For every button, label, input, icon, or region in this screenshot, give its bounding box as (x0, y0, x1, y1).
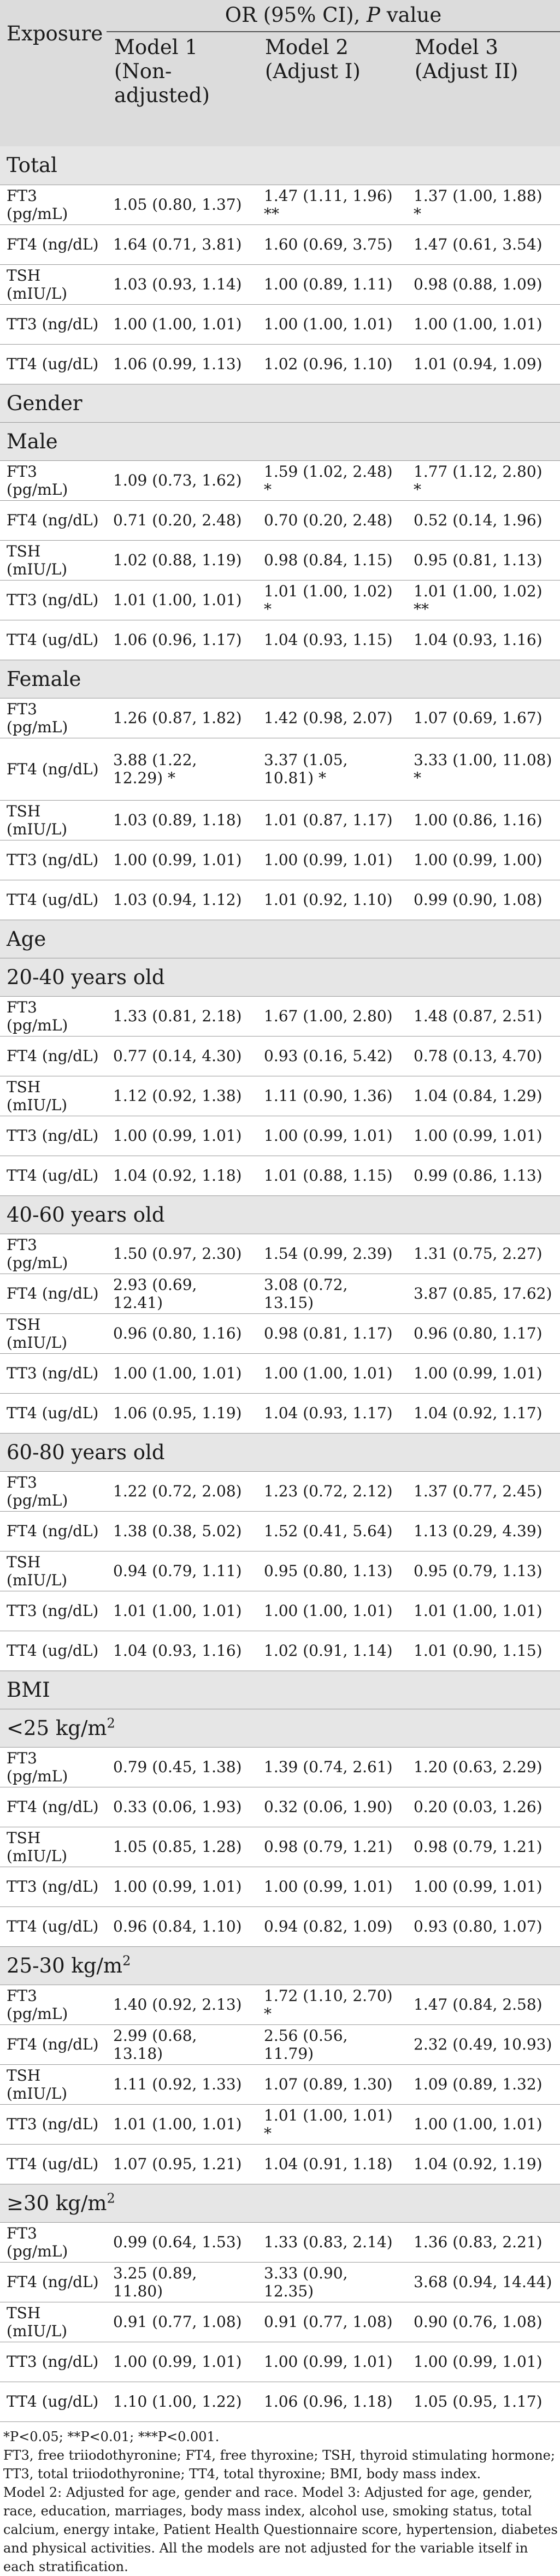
model-2-cell: 1.00 (1.00, 1.01) (257, 1353, 407, 1393)
model-1-cell: 3.25 (0.89, 11.80) (107, 2262, 257, 2302)
model-3-cell: 2.32 (0.49, 10.93) (407, 2024, 560, 2064)
model-3-cell: 1.01 (1.00, 1.02) ** (407, 580, 560, 620)
model-3-cell: 0.93 (0.80, 1.07) (407, 1906, 560, 1946)
section-label-superscript: 2 (107, 1715, 115, 1731)
row-label-cell: FT3 (pg/mL) (0, 698, 107, 738)
table-row (0, 580, 560, 620)
model-3-cell: 0.96 (0.80, 1.17) (407, 1313, 560, 1353)
row-label-cell: TSH (mIU/L) (0, 540, 107, 580)
table-row (0, 224, 560, 264)
table-row (0, 1747, 560, 1787)
model-1-cell: 0.79 (0.45, 1.38) (107, 1747, 257, 1787)
section-label-text: <25 kg/m (7, 1716, 107, 1740)
section-label-text: 20-40 years old (7, 965, 165, 989)
footnotes (0, 2422, 560, 2576)
row-label-cell: FT4 (ng/dL) (0, 1511, 107, 1551)
model-2-cell: 3.33 (0.90, 12.35) (257, 2262, 407, 2302)
section-label-text: Female (7, 667, 81, 691)
row-label-cell: TT3 (ng/dL) (0, 840, 107, 880)
model-2-cell: 1.47 (1.11, 1.96) ** (257, 185, 407, 224)
model-3-cell: 1.00 (1.00, 1.01) (407, 2104, 560, 2144)
model-2-cell: 0.98 (0.81, 1.17) (257, 1313, 407, 1353)
table-row (0, 800, 560, 840)
model-3-cell: 1.31 (0.75, 2.27) (407, 1234, 560, 1274)
row-label-cell: FT4 (ng/dL) (0, 1787, 107, 1827)
model-3-cell: 1.48 (0.87, 2.51) (407, 996, 560, 1036)
section-label (0, 2184, 560, 2222)
model-2-cell: 1.04 (0.93, 1.15) (257, 620, 407, 660)
model-2-cell: 0.98 (0.79, 1.21) (257, 1827, 407, 1867)
section-row (0, 1671, 560, 1709)
row-label-cell: TT3 (ng/dL) (0, 304, 107, 344)
model-1-cell: 1.10 (1.00, 1.22) (107, 2382, 257, 2421)
model-2-cell: 1.01 (1.00, 1.02) * (257, 580, 407, 620)
model-2-cell: 1.60 (0.69, 3.75) (257, 224, 407, 264)
or-header-prefix: OR (95% CI), (225, 3, 367, 27)
table-row (0, 1551, 560, 1591)
model-1-cell: 1.33 (0.81, 2.18) (107, 996, 257, 1036)
model-3-cell: 3.87 (0.85, 17.62) (407, 1274, 560, 1313)
table-row (0, 880, 560, 920)
model-2-cell: 1.01 (0.87, 1.17) (257, 800, 407, 840)
model-2-cell: 1.01 (1.00, 1.01) * (257, 2104, 407, 2144)
model-1-cell: 0.96 (0.84, 1.10) (107, 1906, 257, 1946)
model-1-cell: 1.03 (0.89, 1.18) (107, 800, 257, 840)
model-1-cell: 1.09 (0.73, 1.62) (107, 460, 257, 500)
row-label-cell: TT4 (ug/dL) (0, 1631, 107, 1671)
section-label (0, 1433, 560, 1471)
or-header (107, 0, 560, 32)
model-1-cell: 1.11 (0.92, 1.33) (107, 2064, 257, 2104)
row-label-cell: TT3 (ng/dL) (0, 1591, 107, 1631)
model-2-header: Model 2 (Adjust I) (257, 32, 407, 146)
table-row (0, 620, 560, 660)
section-label (0, 660, 560, 698)
section-row (0, 422, 560, 460)
model-2-cell: 1.00 (1.00, 1.01) (257, 1591, 407, 1631)
section-label (0, 920, 560, 958)
model-1-cell: 1.06 (0.99, 1.13) (107, 344, 257, 384)
model-3-cell: 1.04 (0.92, 1.19) (407, 2144, 560, 2184)
model-2-cell: 1.72 (1.10, 2.70) * (257, 1985, 407, 2024)
model-2-cell: 3.37 (1.05, 10.81) * (257, 738, 407, 800)
row-label-cell: TT4 (ug/dL) (0, 1906, 107, 1946)
table-row (0, 1471, 560, 1511)
model-3-cell: 1.04 (0.92, 1.17) (407, 1393, 560, 1433)
model-2-cell: 1.00 (0.99, 1.01) (257, 1867, 407, 1906)
row-label-cell: FT4 (ng/dL) (0, 2262, 107, 2302)
model-2-cell: 0.94 (0.82, 1.09) (257, 1906, 407, 1946)
model-3-cell: 1.00 (0.99, 1.00) (407, 840, 560, 880)
section-label (0, 384, 560, 422)
model-3-cell: 1.13 (0.29, 4.39) (407, 1511, 560, 1551)
model-1-cell: 0.33 (0.06, 1.93) (107, 1787, 257, 1827)
model-3-cell: 1.00 (0.99, 1.01) (407, 1116, 560, 1156)
section-row (0, 1433, 560, 1471)
model-2-cell: 1.00 (1.00, 1.01) (257, 304, 407, 344)
table-row (0, 1156, 560, 1195)
table-row (0, 304, 560, 344)
row-label-cell: FT3 (pg/mL) (0, 996, 107, 1036)
section-row (0, 2184, 560, 2222)
section-label-text: Male (7, 429, 58, 453)
row-label-cell: TT4 (ug/dL) (0, 1393, 107, 1433)
model-1-cell: 0.94 (0.79, 1.11) (107, 1551, 257, 1591)
table-row (0, 264, 560, 304)
row-label-cell: FT3 (pg/mL) (0, 1234, 107, 1274)
row-label-cell: TT4 (ug/dL) (0, 2144, 107, 2184)
model-1-cell: 0.96 (0.80, 1.16) (107, 1313, 257, 1353)
model-3-cell: 1.47 (0.84, 2.58) (407, 1985, 560, 2024)
model-3-cell: 0.95 (0.81, 1.13) (407, 540, 560, 580)
section-label-superscript: 2 (107, 2190, 115, 2206)
table-row (0, 1353, 560, 1393)
model-1-cell: 1.40 (0.92, 2.13) (107, 1985, 257, 2024)
model-2-cell: 3.08 (0.72, 13.15) (257, 1274, 407, 1313)
model-1-cell: 1.00 (1.00, 1.01) (107, 1353, 257, 1393)
row-label-cell: FT3 (pg/mL) (0, 185, 107, 224)
section-label (0, 422, 560, 460)
model-1-cell: 1.06 (0.96, 1.17) (107, 620, 257, 660)
model-3-cell: 1.00 (0.99, 1.01) (407, 2342, 560, 2382)
row-label-cell: FT3 (pg/mL) (0, 2222, 107, 2262)
model-1-cell: 3.88 (1.22, 12.29) * (107, 738, 257, 800)
model-2-cell: 0.32 (0.06, 1.90) (257, 1787, 407, 1827)
model-1-cell: 1.04 (0.93, 1.16) (107, 1631, 257, 1671)
model-3-cell: 1.04 (0.84, 1.29) (407, 1076, 560, 1116)
row-label-cell: TT3 (ng/dL) (0, 2342, 107, 2382)
section-row (0, 1946, 560, 1985)
section-label-text: ≥30 kg/m (7, 2191, 107, 2215)
model-1-cell: 1.03 (0.94, 1.12) (107, 880, 257, 920)
row-label-cell: FT3 (pg/mL) (0, 1747, 107, 1787)
row-label-cell: TSH (mIU/L) (0, 264, 107, 304)
row-label-cell: TT3 (ng/dL) (0, 580, 107, 620)
model-2-cell: 1.02 (0.96, 1.10) (257, 344, 407, 384)
model-1-cell: 0.71 (0.20, 2.48) (107, 500, 257, 540)
table-row (0, 738, 560, 800)
model-3-cell: 1.37 (1.00, 1.88) * (407, 185, 560, 224)
table-row (0, 1393, 560, 1433)
table-row (0, 698, 560, 738)
model-3-cell: 1.01 (0.94, 1.09) (407, 344, 560, 384)
section-label (0, 1671, 560, 1709)
model-1-cell: 1.50 (0.97, 2.30) (107, 1234, 257, 1274)
table-row (0, 2064, 560, 2104)
model-1-cell: 1.05 (0.85, 1.28) (107, 1827, 257, 1867)
model-2-cell: 1.04 (0.93, 1.17) (257, 1393, 407, 1433)
model-2-cell: 1.00 (0.99, 1.01) (257, 2342, 407, 2382)
section-label-text: BMI (7, 1678, 50, 1702)
table-row (0, 1234, 560, 1274)
model-3-cell: 0.52 (0.14, 1.96) (407, 500, 560, 540)
row-label-cell: TT4 (ug/dL) (0, 2382, 107, 2421)
row-label-cell: TT4 (ug/dL) (0, 1156, 107, 1195)
section-label-text: Age (7, 927, 46, 951)
table-row (0, 1985, 560, 2024)
row-label-cell: FT4 (ng/dL) (0, 1274, 107, 1313)
model-1-cell: 1.00 (0.99, 1.01) (107, 1116, 257, 1156)
table-row (0, 344, 560, 384)
model-3-cell: 1.07 (0.69, 1.67) (407, 698, 560, 738)
model-3-cell: 1.77 (1.12, 2.80) * (407, 460, 560, 500)
model-3-cell: 0.99 (0.90, 1.08) (407, 880, 560, 920)
exposure-header: Exposure (0, 0, 107, 146)
model-1-cell: 1.01 (1.00, 1.01) (107, 2104, 257, 2144)
model-3-cell: 0.98 (0.88, 1.09) (407, 264, 560, 304)
model-1-cell: 1.22 (0.72, 2.08) (107, 1471, 257, 1511)
model-3-cell: 1.09 (0.89, 1.32) (407, 2064, 560, 2104)
model-2-cell: 1.11 (0.90, 1.36) (257, 1076, 407, 1116)
model-1-cell: 0.77 (0.14, 4.30) (107, 1036, 257, 1076)
model-2-cell: 0.95 (0.80, 1.13) (257, 1551, 407, 1591)
section-row (0, 660, 560, 698)
model-1-cell: 1.38 (0.38, 5.02) (107, 1511, 257, 1551)
model-3-cell: 1.01 (1.00, 1.01) (407, 1591, 560, 1631)
model-2-cell: 1.54 (0.99, 2.39) (257, 1234, 407, 1274)
section-label-superscript: 2 (122, 1953, 131, 1969)
model-2-cell: 1.01 (0.92, 1.10) (257, 880, 407, 920)
model-3-cell: 1.00 (0.99, 1.01) (407, 1867, 560, 1906)
table-row (0, 2302, 560, 2342)
model-2-cell: 1.23 (0.72, 2.12) (257, 1471, 407, 1511)
table-row (0, 1787, 560, 1827)
table-row (0, 1274, 560, 1313)
model-3-cell: 1.00 (0.86, 1.16) (407, 800, 560, 840)
row-label-cell: TT4 (ug/dL) (0, 620, 107, 660)
model-3-cell: 1.01 (0.90, 1.15) (407, 1631, 560, 1671)
model-3-cell: 0.20 (0.03, 1.26) (407, 1787, 560, 1827)
model-1-cell: 1.03 (0.93, 1.14) (107, 264, 257, 304)
table-row (0, 1867, 560, 1906)
section-label (0, 1195, 560, 1234)
or-header-suffix: value (380, 3, 442, 27)
model-2-cell: 1.01 (0.88, 1.15) (257, 1156, 407, 1195)
model-3-cell: 1.36 (0.83, 2.21) (407, 2222, 560, 2262)
model-2-cell: 2.56 (0.56, 11.79) (257, 2024, 407, 2064)
row-label-cell: TSH (mIU/L) (0, 1827, 107, 1867)
row-label-cell: FT4 (ng/dL) (0, 224, 107, 264)
model-3-cell: 3.68 (0.94, 14.44) (407, 2262, 560, 2302)
model-1-cell: 1.02 (0.88, 1.19) (107, 540, 257, 580)
model-1-cell: 1.01 (1.00, 1.01) (107, 1591, 257, 1631)
model-3-cell: 0.78 (0.13, 4.70) (407, 1036, 560, 1076)
row-label-cell: TT3 (ng/dL) (0, 1353, 107, 1393)
row-label-cell: TT3 (ng/dL) (0, 1867, 107, 1906)
table-row (0, 1036, 560, 1076)
row-label-cell: TSH (mIU/L) (0, 2302, 107, 2342)
model-2-cell: 1.07 (0.89, 1.30) (257, 2064, 407, 2104)
section-row (0, 920, 560, 958)
row-label-cell: FT3 (pg/mL) (0, 1985, 107, 2024)
section-label (0, 1709, 560, 1747)
section-label-text: 40-60 years old (7, 1203, 165, 1227)
model-2-cell: 1.39 (0.74, 2.61) (257, 1747, 407, 1787)
table-row (0, 840, 560, 880)
table-row (0, 2262, 560, 2302)
row-label-cell: TT3 (ng/dL) (0, 1116, 107, 1156)
model-3-cell: 1.47 (0.61, 3.54) (407, 224, 560, 264)
model-3-cell: 1.37 (0.77, 2.45) (407, 1471, 560, 1511)
model-1-cell: 1.26 (0.87, 1.82) (107, 698, 257, 738)
model-1-cell: 2.99 (0.68, 13.18) (107, 2024, 257, 2064)
model-1-cell: 1.05 (0.80, 1.37) (107, 185, 257, 224)
model-3-cell: 0.98 (0.79, 1.21) (407, 1827, 560, 1867)
model-1-cell: 1.00 (0.99, 1.01) (107, 2342, 257, 2382)
model-2-cell: 0.93 (0.16, 5.42) (257, 1036, 407, 1076)
model-2-cell: 1.00 (0.99, 1.01) (257, 840, 407, 880)
table-row (0, 2382, 560, 2421)
row-label-cell: TT3 (ng/dL) (0, 2104, 107, 2144)
model-2-cell: 1.52 (0.41, 5.64) (257, 1511, 407, 1551)
row-label-cell: TSH (mIU/L) (0, 1551, 107, 1591)
table-row (0, 2144, 560, 2184)
model-1-cell: 0.99 (0.64, 1.53) (107, 2222, 257, 2262)
model-3-cell: 1.00 (1.00, 1.01) (407, 304, 560, 344)
section-label (0, 146, 560, 185)
model-2-cell: 1.67 (1.00, 2.80) (257, 996, 407, 1036)
table-row (0, 185, 560, 224)
model-2-cell: 0.98 (0.84, 1.15) (257, 540, 407, 580)
row-label-cell: TSH (mIU/L) (0, 2064, 107, 2104)
model-3-cell: 1.04 (0.93, 1.16) (407, 620, 560, 660)
row-label-cell: TT4 (ug/dL) (0, 880, 107, 920)
model-1-cell: 1.01 (1.00, 1.01) (107, 580, 257, 620)
table-row (0, 2222, 560, 2262)
section-row (0, 1195, 560, 1234)
table-row (0, 1827, 560, 1867)
section-label (0, 958, 560, 996)
row-label-cell: FT4 (ng/dL) (0, 2024, 107, 2064)
model-1-cell: 1.00 (1.00, 1.01) (107, 304, 257, 344)
model-2-cell: 1.06 (0.96, 1.18) (257, 2382, 407, 2421)
model-3-cell: 0.99 (0.86, 1.13) (407, 1156, 560, 1195)
model-1-header: Model 1 (Non-adjusted) (107, 32, 257, 146)
model-3-cell: 0.90 (0.76, 1.08) (407, 2302, 560, 2342)
model-1-cell: 1.07 (0.95, 1.21) (107, 2144, 257, 2184)
table-row (0, 540, 560, 580)
model-2-cell: 1.59 (1.02, 2.48) * (257, 460, 407, 500)
footnote-abbreviations: FT3, free triiodothyronine; FT4, free thyroxine; TSH, thyroid stimulating hormone; TT3, total triiodothyronine; TT4, total thyroxine; BMI, body mass index. (3, 2447, 555, 2482)
table-row (0, 2024, 560, 2064)
table-row (0, 1631, 560, 1671)
model-1-cell: 2.93 (0.69, 12.41) (107, 1274, 257, 1313)
section-row (0, 146, 560, 185)
table-row (0, 2342, 560, 2382)
model-3-cell: 1.05 (0.95, 1.17) (407, 2382, 560, 2421)
row-label-cell: FT4 (ng/dL) (0, 738, 107, 800)
table-body (0, 146, 560, 2421)
model-3-cell: 1.20 (0.63, 2.29) (407, 1747, 560, 1787)
model-1-cell: 1.00 (0.99, 1.01) (107, 840, 257, 880)
section-row (0, 958, 560, 996)
row-label-cell: TT4 (ug/dL) (0, 344, 107, 384)
table-row (0, 1511, 560, 1551)
table-row (0, 1313, 560, 1353)
model-3-cell: 3.33 (1.00, 11.08) * (407, 738, 560, 800)
table-header (0, 0, 560, 146)
or-header-p: P (367, 3, 380, 27)
row-label-cell: FT3 (pg/mL) (0, 460, 107, 500)
model-1-cell: 1.00 (0.99, 1.01) (107, 1867, 257, 1906)
model-2-cell: 0.70 (0.20, 2.48) (257, 500, 407, 540)
model-3-cell: 1.00 (0.99, 1.01) (407, 1353, 560, 1393)
model-1-cell: 1.64 (0.71, 3.81) (107, 224, 257, 264)
model-1-cell: 1.04 (0.92, 1.18) (107, 1156, 257, 1195)
model-1-cell: 1.12 (0.92, 1.38) (107, 1076, 257, 1116)
table-row (0, 996, 560, 1036)
row-label-cell: FT4 (ng/dL) (0, 500, 107, 540)
model-2-cell: 1.04 (0.91, 1.18) (257, 2144, 407, 2184)
model-1-cell: 0.91 (0.77, 1.08) (107, 2302, 257, 2342)
model-1-cell: 1.06 (0.95, 1.19) (107, 1393, 257, 1433)
table-row (0, 500, 560, 540)
model-2-cell: 1.42 (0.98, 2.07) (257, 698, 407, 738)
row-label-cell: FT4 (ng/dL) (0, 1036, 107, 1076)
row-label-cell: FT3 (pg/mL) (0, 1471, 107, 1511)
model-2-cell: 1.00 (0.89, 1.11) (257, 264, 407, 304)
section-label-text: Gender (7, 391, 82, 415)
table-row (0, 1076, 560, 1116)
model-3-cell: 0.95 (0.79, 1.13) (407, 1551, 560, 1591)
table-row (0, 460, 560, 500)
section-row (0, 384, 560, 422)
model-2-cell: 1.33 (0.83, 2.14) (257, 2222, 407, 2262)
row-label-cell: TSH (mIU/L) (0, 800, 107, 840)
table-row (0, 1116, 560, 1156)
table-row (0, 1591, 560, 1631)
table-row (0, 1906, 560, 1946)
section-row (0, 1709, 560, 1747)
row-label-cell: TSH (mIU/L) (0, 1076, 107, 1116)
footnote-significance: *P<0.05; **P<0.01; ***P<0.001. (3, 2429, 220, 2444)
model-2-cell: 0.91 (0.77, 1.08) (257, 2302, 407, 2342)
model-2-cell: 1.02 (0.91, 1.14) (257, 1631, 407, 1671)
footnote-models: Model 2: Adjusted for age, gender and race. Model 3: Adjusted for age, gender, race, education, marriages, body mass index, alcohol use, smoking status, total calcium, energy intake, Patient Health Questionnaire score, hypertension, diabetes and physical activities. All the models are not adjusted for the variable itself in each stratification. (3, 2484, 558, 2574)
model-2-cell: 1.00 (0.99, 1.01) (257, 1116, 407, 1156)
section-label-text: Total (7, 153, 57, 177)
model-3-header: Model 3 (Adjust II) (407, 32, 560, 146)
row-label-cell: TSH (mIU/L) (0, 1313, 107, 1353)
section-label (0, 1946, 560, 1985)
section-label-text: 25-30 kg/m (7, 1953, 123, 1977)
section-label-text: 60-80 years old (7, 1440, 165, 1464)
table-row (0, 2104, 560, 2144)
